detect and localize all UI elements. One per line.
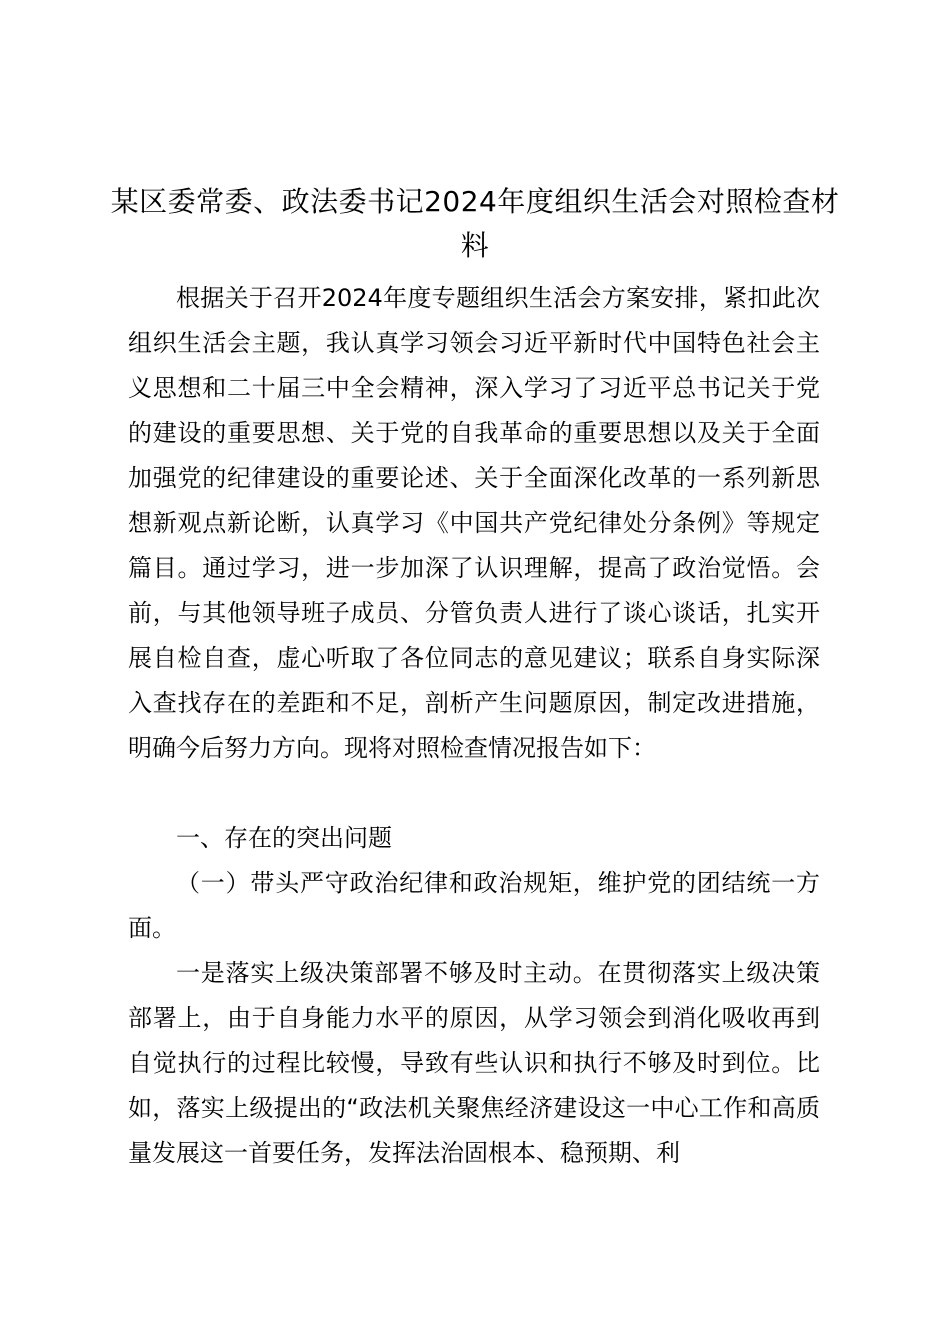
point-one-paragraph: 一是落实上级决策部署不够及时主动。在贯彻落实上级决策部署上，由于自身能力水平的原因，从学习领会到消化吸收再到自觉执行的过程比较慢，导致有些认识和执行不够及时到位。比如，落实上级提出的“政法机关聚焦经济建设这一中心工作和高质量发展这一首要任务，发挥法治固根本、稳预期、利	[128, 959, 820, 1167]
subsection-heading: （一）带头严守政治纪律和政治规矩，维护党的团结统一方面。	[128, 869, 820, 942]
section-heading: 一、存在的突出问题	[176, 824, 392, 852]
intro-paragraph: 根据关于召开2024年度专题组织生活会方案安排，紧扣此次组织生活会主题，我认真学习领会习近平新时代中国特色社会主义思想和二十届三中全会精神，深入学习了习近平总书记关于党的建设的重要思想、关于党的自我革命的重要思想以及关于全面加强党的纪律建设的重要论述、关于全面深化改革的一系列新思想新观点新论断，认真学习《中国共产党纪律处分条例》等规定篇目。通过学习，进一步加深了认识理解，提高了政治觉悟。会前，与其他领导班子成员、分管负责人进行了谈心谈话，扎实开展自检自查，虚心听取了各位同志的意见建议；联系自身实际深入查找存在的差距和不足，剖析产生问题原因，制定改进措施，明确今后努力方向。现将对照检查情况报告如下：	[128, 284, 820, 762]
document-title: 某区委常委、政法委书记2024年度组织生活会对照检查材料	[110, 185, 840, 262]
